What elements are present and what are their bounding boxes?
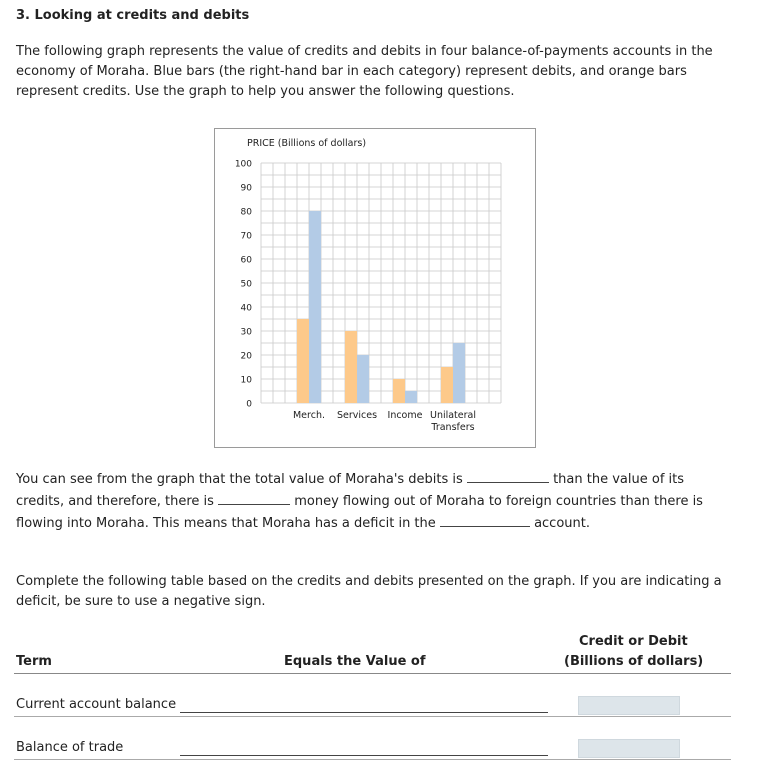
- table-instructions: Complete the following table based on the credits and debits presented on the graph. If you are indicating a deficit, be sure to use a negative sign.: [16, 574, 722, 609]
- debit-bar: [405, 391, 417, 403]
- balance-of-trade-equals-dropdown[interactable]: [180, 755, 548, 756]
- chart-svg: [215, 129, 535, 447]
- y-tick-label: 100: [234, 159, 252, 170]
- intro-paragraph: The following graph represents the value of credits and debits in four balance-of-payments accounts in the economy of Moraha. Blue bars (the right-hand bar in each category) represent debits, and orange bars represent credits. Use the graph to help you answer the following questions.: [16, 44, 713, 99]
- credit-bar: [345, 331, 357, 403]
- credit-debit-header-line2: (Billions of dollars): [564, 654, 704, 669]
- para2-text-3: money flowing out of Moraha to foreign countries than there is flowing into Moraha. This means that Moraha has a deficit in the: [16, 494, 703, 531]
- x-category-label: Income: [387, 410, 423, 421]
- y-tick-label: 20: [240, 351, 252, 362]
- y-tick-label: 30: [240, 327, 252, 338]
- y-tick-label: 90: [240, 183, 252, 194]
- row-term-balance-of-trade: Balance of trade: [16, 740, 124, 755]
- y-tick-label: 0: [246, 399, 252, 410]
- current-account-equals-dropdown[interactable]: [180, 712, 548, 713]
- equals-column-header: Equals the Value of: [284, 654, 426, 669]
- debits-comparison-blank[interactable]: [467, 468, 549, 483]
- y-tick-label: 40: [240, 303, 252, 314]
- money-flow-blank[interactable]: [218, 490, 290, 505]
- credit-bar: [393, 379, 405, 403]
- y-tick-label: 60: [240, 255, 252, 266]
- row-divider: [14, 716, 731, 717]
- y-tick-label: 80: [240, 207, 252, 218]
- para2-text-1: You can see from the graph that the total value of Moraha's debits is: [16, 472, 463, 487]
- credit-bar: [441, 367, 453, 403]
- credit-bar: [297, 319, 309, 403]
- y-axis-label: PRICE (Billions of dollars): [247, 138, 367, 149]
- term-column-header: Term: [16, 654, 52, 669]
- x-category-label: Transfers: [431, 422, 475, 433]
- debit-bar: [309, 211, 321, 403]
- balance-of-trade-value-input[interactable]: [578, 739, 680, 758]
- row-divider: [14, 759, 731, 760]
- x-category-label: Merch.: [292, 410, 326, 421]
- question-heading: 3. Looking at credits and debits: [16, 8, 250, 23]
- bar-chart: [214, 128, 536, 448]
- credit-debit-header-line1: Credit or Debit: [579, 634, 688, 649]
- y-tick-label: 10: [240, 375, 252, 386]
- para2-text-4: account.: [534, 516, 590, 531]
- y-tick-label: 50: [240, 279, 252, 290]
- debit-bar: [357, 355, 369, 403]
- current-account-value-input[interactable]: [578, 696, 680, 715]
- x-category-label: Unilateral: [429, 410, 477, 421]
- debit-bar: [453, 343, 465, 403]
- row-term-current-account: Current account balance: [16, 697, 177, 712]
- x-category-label: Services: [336, 410, 378, 421]
- table-header-rule: [14, 673, 731, 674]
- deficit-account-blank[interactable]: [440, 512, 530, 527]
- fill-in-paragraph: [16, 468, 736, 534]
- para2-text-2: than the value of its credits, and therefore, there is: [16, 472, 685, 509]
- y-tick-label: 70: [240, 231, 252, 242]
